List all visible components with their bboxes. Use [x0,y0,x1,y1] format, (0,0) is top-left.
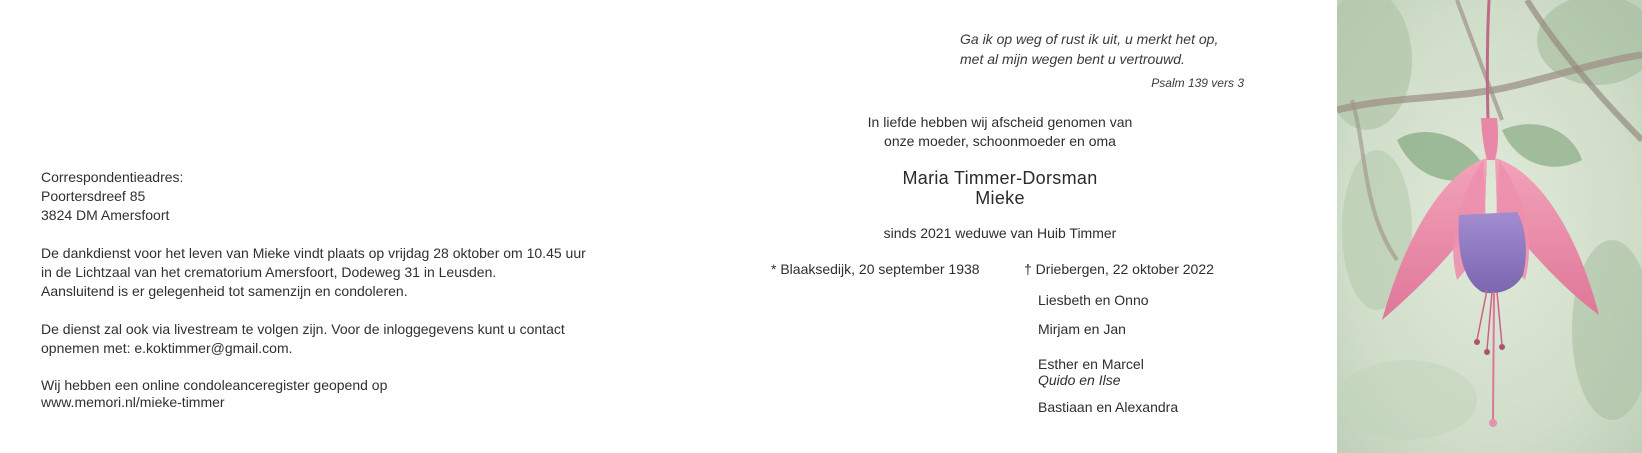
correspondence-label: Correspondentieadres: [41,169,184,185]
quote-reference: Psalm 139 vers 3 [1151,76,1244,90]
fuchsia-flower-photo [1337,0,1642,453]
service-line: De dankdienst voor het leven van Mieke vindt plaats op vrijdag 28 oktober om 10.45 uur [41,245,586,261]
widow-line: sinds 2021 weduwe van Huib Timmer [883,225,1117,241]
nickname: Mieke [975,188,1025,208]
quote-line: met al mijn wegen bent u vertrouwd. [960,51,1185,67]
family-member [1038,321,1126,337]
street-address: Poortersdreef 85 [41,188,146,204]
service-line: in de Lichtzaal van het crematorium Amersfoort, Dodeweg 31 in Leusden. [41,264,497,280]
full-name: Maria Timmer-Dorsman [902,168,1098,188]
service-line: Aansluitend is er gelegenheid tot samenzijn en condoleren. [41,283,408,299]
death-date: † Driebergen, 22 oktober 2022 [1024,261,1214,277]
intro-text [760,113,1240,151]
family-couple: Esther en Marcel [1038,356,1144,372]
register-line: Wij hebben een online condoleanceregister geopend op [41,377,388,393]
correspondence-address [41,168,691,225]
family-couple: Mirjam en Jan [1038,321,1126,337]
intro-line: onze moeder, schoonmoeder en oma [884,133,1116,149]
service-info [41,244,691,301]
register-url: www.memori.nl/mieke-timmer [41,394,225,410]
bible-quote [960,29,1250,93]
fuchsia-illustration [1337,0,1642,453]
postal-city: 3824 DM Amersfoort [41,207,170,223]
quote-line: Ga ik op weg of rust ik uit, u merkt het op, [960,31,1219,47]
deceased-name [760,168,1240,208]
livestream-line: opnemen met: e.koktimmer@gmail.com. [41,340,293,356]
family-member [1038,356,1144,388]
register-info [41,377,691,411]
grandchildren: Quido en Ilse [1038,372,1121,388]
intro-line: In liefde hebben wij afscheid genomen van [867,114,1133,130]
practical-info [41,168,691,430]
family-member [1038,292,1149,308]
livestream-info [41,320,691,358]
family-couple: Bastiaan en Alexandra [1038,399,1179,415]
family-couple: Liesbeth en Onno [1038,292,1149,308]
birth-date: * Blaaksedijk, 20 september 1938 [771,261,980,277]
livestream-line: De dienst zal ook via livestream te volgen zijn. Voor de inloggegevens kunt u contact [41,321,565,337]
family-member [1038,399,1178,415]
